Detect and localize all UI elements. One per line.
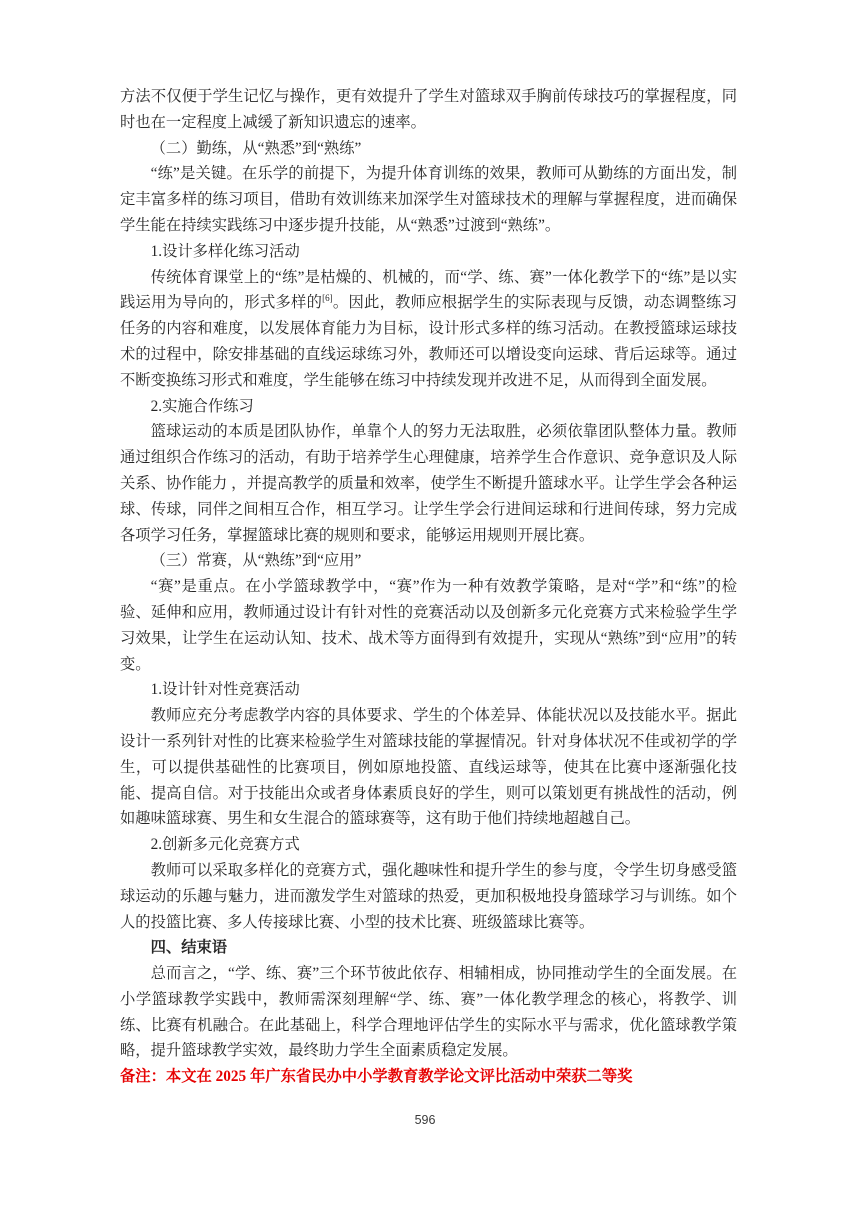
section-heading-conclusion: 四、结束语 bbox=[150, 939, 228, 957]
subheading-qinlian: （二）勤练，从“熟悉”到“熟练” bbox=[150, 139, 362, 157]
subheading-targeted-competition: 1.设计针对性竞赛活动 bbox=[150, 681, 300, 699]
paragraph-with-citation bbox=[120, 265, 737, 394]
paragraph: 教师可以采取多样化的竞赛方式，强化趣味性和提升学生的参与度，令学生切身感受篮球运动的乐趣与魅力，进而激发学生对篮球的热爱，更加积极地投身篮球学习与训练。如个人的投篮比赛、多人传接球比赛、小型的技术比赛、班级篮球比赛等。 bbox=[120, 861, 737, 931]
paragraph-continuation: 方法不仅便于学生记忆与操作，更有效提升了学生对篮球双手胸前传球技巧的掌握程度，同时也在一定程度上减缓了新知识遗忘的速率。 bbox=[120, 88, 737, 131]
paragraph: 篮球运动的本质是团队协作，单靠个人的努力无法取胜，必须依靠团队整体力量。教师通过组织合作练习的活动，有助于培养学生心理健康，培养学生合作意识、竞争意识及人际关系、协作能力 ，并提高教学的质量和效率，使学生不断提升篮球水平。让学生学会各种运球、传球，同伴之间相互合作，相互学习。让学生学会行进间运球和行进间传球，努力完成各项学习任务，掌握篮球比赛的规则和要求，能够运用规则开展比赛。 bbox=[120, 423, 737, 544]
subheading-practice-variety: 1.设计多样化练习活动 bbox=[150, 242, 300, 260]
paragraph: “赛”是重点。在小学篮球教学中，“赛”作为一种有效教学策略，是对“学”和“练”的检验、延伸和应用，教师通过设计有针对性的竞赛活动以及创新多元化竞赛方式来检验学生学习效果，让学生在运动认知、技术、战术等方面得到有效提升，实现从“熟练”到“应用”的转变。 bbox=[120, 578, 737, 673]
page-number: 596 bbox=[414, 1113, 436, 1127]
paragraph: 教师应充分考虑教学内容的具体要求、学生的个体差异、体能状况以及技能水平。据此设计一系列针对性的比赛来检验学生对篮球技能的掌握情况。针对身体状况不佳或初学的学生，可以提供基础性的比赛项目，例如原地投篮、直线运球等，使其在比赛中逐渐强化技能、提高自信。对于技能出众或者身体素质良好的学生，则可以策划更有挑战性的活动，例如趣味篮球赛、男生和女生混合的篮球赛等，这有助于他们持续地超越自己。 bbox=[120, 707, 737, 828]
award-note: 备注：本文在 2025 年广东省民办中小学教育教学论文评比活动中荣获二等奖 bbox=[120, 1068, 633, 1086]
subheading-diverse-competition: 2.创新多元化竞赛方式 bbox=[150, 836, 300, 854]
paragraph-text-after-citation: 。因此，教师应根据学生的实际表现与反馈，动态调整练习任务的内容和难度，以发展体育能力为目标，设计形式多样的练习活动。在教授篮球运球技术的过程中，除安排基础的直线运球练习外，教师还可以增设变向运球、背后运球等。通过不断变换练习形式和难度，学生能够在练习中持续发现并改进不足，从而得到全面发展。 bbox=[120, 294, 737, 389]
paragraph-conclusion: 总而言之，“学、练、赛”三个环节彼此依存、相辅相成，协同推动学生的全面发展。在小学篮球教学实践中，教师需深刻理解“学、练、赛”一体化教学理念的核心，将教学、训练、比赛有机融合。在此基础上，科学合理地评估学生的实际水平与需求，优化篮球教学策略，提升篮球教学实效，最终助力学生全面素质稳定发展。 bbox=[120, 965, 737, 1060]
subheading-changsai: （三）常赛，从“熟练”到“应用” bbox=[150, 552, 362, 570]
citation-marker: [6] bbox=[322, 293, 333, 304]
subheading-cooperative-practice: 2.实施合作练习 bbox=[150, 397, 254, 415]
paragraph-text-before-citation: 传统体育课堂上的“练”是枯燥的、机械的，而“学、练、赛”一体化教学下的“练”是以实践运用为导向的，形式多样的 bbox=[120, 268, 737, 312]
paragraph: “练”是关键。在乐学的前提下，为提升体育训练的效果，教师可从勤练的方面出发，制定丰富多样的练习项目，借助有效训练来加深学生对篮球技术的理解与掌握程度，进而确保学生能在持续实践练习中逐步提升技能，从“熟悉”过渡到“熟练”。 bbox=[120, 165, 737, 234]
